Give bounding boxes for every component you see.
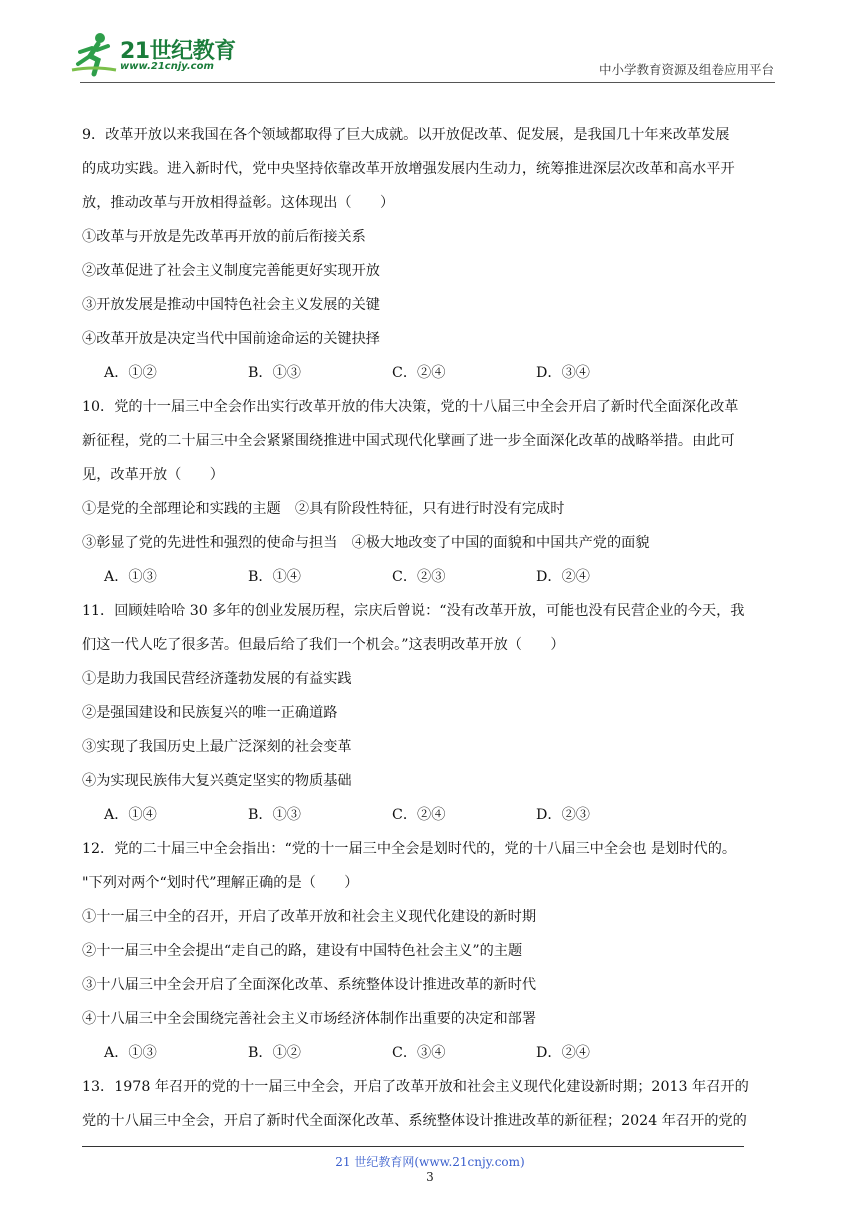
answer-option[interactable]: B．①③	[248, 365, 301, 381]
answer-option[interactable]: C．②④	[392, 365, 446, 381]
answer-option[interactable]: C．③④	[392, 1045, 446, 1061]
question-line: 放，推动改革与开放相得益彰。这体现出（ ）	[82, 195, 395, 211]
question-line: 11．回顾娃哈哈 30 多年的创业发展历程，宗庆后曾说：“没有改革开放，可能也没有民营企业的今天，我	[82, 603, 745, 619]
question-line: 的成功实践。进入新时代，党中央坚持依靠改革开放增强发展内生动力，统筹推进深层次改革和高水平开	[82, 161, 735, 177]
answer-option[interactable]: A．①③	[104, 1045, 157, 1061]
question-list	[82, 118, 782, 1138]
answer-option[interactable]: D．③④	[536, 365, 590, 381]
header-platform-label: 中小学教育资源及组卷应用平台	[598, 62, 774, 77]
page-header	[0, 0, 860, 90]
page-number: 3	[426, 1170, 434, 1184]
answer-option[interactable]: D．②③	[536, 807, 590, 823]
question-line: ③十八届三中全会开启了全面深化改革、系统整体设计推进改革的新时代	[82, 977, 537, 993]
question-block	[82, 832, 782, 1070]
answer-option[interactable]: C．②④	[392, 807, 446, 823]
answer-option[interactable]: B．①③	[248, 807, 301, 823]
answer-option[interactable]: B．①②	[248, 1045, 301, 1061]
answer-option[interactable]: C．②③	[392, 569, 446, 585]
question-line: 12．党的二十届三中全会指出：“党的十一届三中全会是划时代的，党的十八届三中全会也 是划时代的。	[82, 841, 737, 857]
question-line: 13．1978 年召开的党的十一届三中全会，开启了改革开放和社会主义现代化建设新时期；2013 年召开的	[82, 1079, 749, 1095]
question-block	[82, 1070, 782, 1138]
answer-options	[82, 356, 782, 390]
question-line: 党的十八届三中全会，开启了新时代全面深化改革、系统整体设计推进改革的新征程；2024 年召开的党的	[82, 1113, 747, 1129]
logo-url: www.21cnjy.com	[120, 61, 214, 72]
question-line: ③彰显了党的先进性和强烈的使命与担当 ④极大地改变了中国的面貌和中国共产党的面貌	[82, 535, 650, 551]
question-line: 们这一代人吃了很多苦。但最后给了我们一个机会。”这表明改革开放（ ）	[82, 637, 565, 653]
question-line: ②是强国建设和民族复兴的唯一正确道路	[82, 705, 338, 721]
answer-option[interactable]: A．①②	[104, 365, 157, 381]
answer-options	[82, 798, 782, 832]
question-line: ④为实现民族伟大复兴奠定坚实的物质基础	[82, 773, 352, 789]
question-line: "下列对两个“划时代”理解正确的是（ ）	[82, 875, 359, 891]
answer-option[interactable]: B．①④	[248, 569, 301, 585]
answer-option[interactable]: D．②④	[536, 1045, 590, 1061]
question-line: ②十一届三中全会提出“走自己的路，建设有中国特色社会主义”的主题	[82, 943, 523, 959]
question-block	[82, 390, 782, 594]
question-line: ④改革开放是决定当代中国前途命运的关键抉择	[82, 331, 380, 347]
answer-options	[82, 1036, 782, 1070]
question-line: 10．党的十一届三中全会作出实行改革开放的伟大决策，党的十八届三中全会开启了新时代全面深化改革	[82, 399, 739, 415]
runner-logo-icon	[70, 30, 118, 78]
logo-text: 21世纪教育	[120, 39, 236, 64]
question-line: ②改革促进了社会主义制度完善能更好实现开放	[82, 263, 380, 279]
question-block	[82, 594, 782, 832]
question-block	[82, 118, 782, 390]
question-line: 9．改革开放以来我国在各个领域都取得了巨大成就。以开放促改革、促发展，是我国几十年来改革发展	[82, 127, 730, 143]
question-line: 见，改革开放（ ）	[82, 467, 224, 483]
answer-option[interactable]: D．②④	[536, 569, 590, 585]
question-line: ④十八届三中全会围绕完善社会主义市场经济体制作出重要的决定和部署	[82, 1011, 537, 1027]
footer-site-link[interactable]: 21 世纪教育网(www.21cnjy.com)	[335, 1155, 525, 1169]
footer-divider	[82, 1146, 744, 1147]
answer-option[interactable]: A．①③	[104, 569, 157, 585]
question-line: ③实现了我国历史上最广泛深刻的社会变革	[82, 739, 352, 755]
question-line: ①改革与开放是先改革再开放的前后衔接关系	[82, 229, 366, 245]
question-line: 新征程，党的二十届三中全会紧紧围绕推进中国式现代化擘画了进一步全面深化改革的战略举措。由此可	[82, 433, 735, 449]
question-line: ③开放发展是推动中国特色社会主义发展的关键	[82, 297, 380, 313]
question-line: ①是党的全部理论和实践的主题 ②具有阶段性特征，只有进行时没有完成时	[82, 501, 565, 517]
question-line: ①十一届三中全的召开，开启了改革开放和社会主义现代化建设的新时期	[82, 909, 537, 925]
header-divider	[80, 82, 775, 83]
answer-option[interactable]: A．①④	[104, 807, 157, 823]
question-line: ①是助力我国民营经济蓬勃发展的有益实践	[82, 671, 352, 687]
answer-options	[82, 560, 782, 594]
logo	[70, 30, 240, 80]
